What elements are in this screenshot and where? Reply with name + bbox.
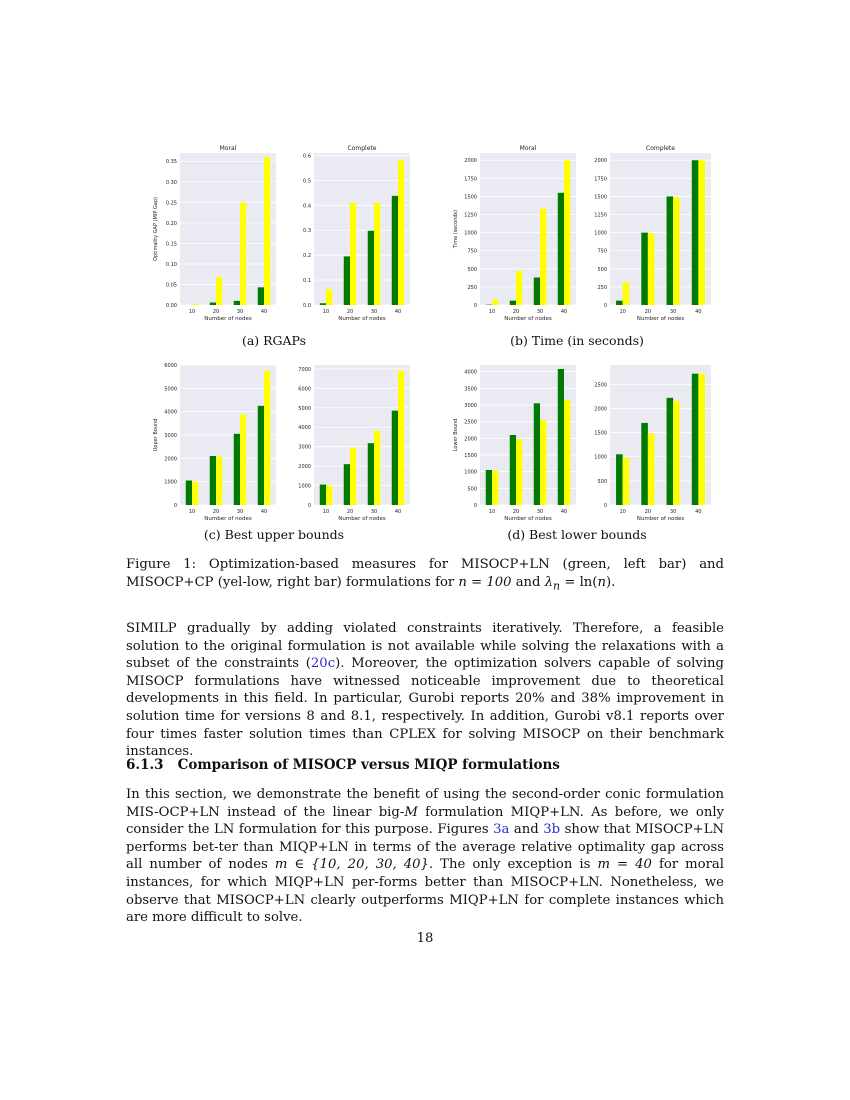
bar-misocp-cp: [264, 157, 270, 305]
y-tick-label: 0.3: [303, 228, 311, 235]
bar-misocp-cp: [350, 448, 356, 505]
y-tick-label: 0.1: [303, 278, 311, 285]
para2-text-5: . The only exception is: [428, 857, 598, 873]
bar-misocp-cp: [698, 160, 705, 305]
y-tick-label: 7000: [298, 366, 311, 373]
y-tick-label: 0: [603, 303, 607, 309]
subcaption-a: (a) RGAPs: [241, 333, 307, 348]
y-tick-label: 4000: [164, 409, 177, 416]
x-tick-label: 20: [644, 309, 652, 315]
bar-misocp-ln: [392, 196, 398, 305]
y-tick-label: 0: [473, 503, 477, 509]
plot-area: [180, 153, 276, 305]
bar-misocp-cp: [564, 160, 570, 305]
x-axis-label: Number of nodes: [204, 516, 252, 522]
x-tick-label: 20: [512, 509, 520, 515]
bar-misocp-cp: [240, 202, 246, 305]
bar-misocp-cp: [564, 400, 570, 505]
y-tick-label: 750: [597, 248, 607, 255]
x-axis-label: Number of nodes: [504, 316, 552, 322]
y-axis-label: Upper Bound: [153, 418, 159, 452]
bar-misocp-cp: [698, 374, 705, 505]
x-tick-label: 30: [669, 509, 677, 515]
x-tick-label: 10: [188, 309, 196, 315]
para2-math-set: m ∈ {10, 20, 30, 40}: [274, 857, 429, 873]
y-tick-label: 0.2: [303, 253, 311, 260]
x-tick-label: 30: [669, 309, 677, 315]
y-tick-label: 0.4: [303, 203, 311, 210]
caption-text: Optimization-based measures for MISOCP+LN (green, left bar) and MISOCP+CP (yel-low, right bar) formulations for: [126, 557, 724, 590]
bar-misocp-ln: [534, 277, 540, 305]
x-tick-label: 30: [536, 309, 544, 315]
x-tick-label: 10: [488, 509, 496, 515]
para2-math-m40: m = 40: [597, 857, 652, 873]
bar-misocp-cp: [516, 439, 522, 505]
bar-misocp-ln: [641, 233, 648, 305]
x-tick-label: 10: [488, 309, 496, 315]
y-axis-label: Optimality GAP (MIP Gap): [153, 197, 159, 261]
chart-lower-complete: [580, 362, 715, 527]
y-tick-label: 2500: [594, 382, 607, 389]
bar-misocp-ln: [667, 196, 674, 305]
bar-misocp-ln: [692, 374, 699, 505]
y-tick-label: 6000: [164, 363, 177, 369]
x-tick-label: 20: [212, 509, 220, 515]
bar-misocp-cp: [673, 197, 680, 305]
para2-text-1: In this section, we demonstrate the benefit of using the second-order conic formulation MIS-OCP+LN instead of the linear big-: [126, 787, 724, 820]
y-tick-label: 1000: [594, 230, 607, 237]
y-tick-label: 2000: [594, 158, 607, 165]
y-tick-label: 0.05: [165, 282, 177, 289]
y-axis-label: Lower Bound: [453, 418, 459, 452]
y-tick-label: 0: [473, 303, 477, 309]
figure-link-3a[interactable]: 3a: [493, 822, 510, 838]
bar-misocp-ln: [558, 369, 564, 505]
chart-rgap-complete: [284, 142, 414, 327]
bar-misocp-ln: [344, 256, 350, 305]
caption-math-rhs-n: n: [597, 575, 606, 590]
bar-misocp-ln: [368, 231, 374, 305]
chart-upper-complete: [284, 362, 414, 527]
caption-math-lambda-sub: n: [553, 579, 561, 593]
bar-misocp-ln: [234, 434, 240, 505]
bar-misocp-cp: [492, 300, 498, 305]
y-tick-label: 250: [597, 284, 607, 291]
x-tick-label: 10: [322, 509, 330, 515]
bar-misocp-ln: [320, 303, 326, 305]
y-tick-label: 3000: [464, 403, 477, 409]
figure-label: Figure 1:: [126, 557, 197, 572]
subcaption-c: (c) Best upper bounds: [203, 527, 345, 542]
x-axis-label: Number of nodes: [636, 316, 685, 322]
bar-misocp-cp: [623, 458, 630, 505]
y-tick-label: 0.15: [165, 241, 177, 248]
figure-link-3b[interactable]: 3b: [543, 822, 561, 838]
bar-misocp-cp: [398, 371, 404, 505]
section-title: Comparison of MISOCP versus MIQP formulations: [177, 757, 560, 773]
figure-caption: [126, 556, 724, 596]
y-tick-label: 0.5: [303, 178, 311, 185]
bar-misocp-ln: [534, 403, 540, 505]
bar-misocp-ln: [510, 301, 516, 305]
x-axis-label: Number of nodes: [338, 516, 386, 522]
y-tick-label: 0.00: [165, 303, 177, 309]
citation-link-20c[interactable]: 20c: [310, 656, 336, 672]
y-tick-label: 4000: [298, 425, 311, 432]
subcaption-b: (b) Time (in seconds): [510, 333, 644, 348]
subcaption-d: (d) Best lower bounds: [507, 527, 647, 542]
bar-misocp-ln: [186, 481, 192, 506]
bar-misocp-cp: [492, 471, 498, 505]
y-tick-label: 2500: [464, 419, 477, 426]
y-tick-label: 2000: [464, 158, 477, 165]
x-tick-label: 40: [260, 309, 268, 315]
y-tick-label: 4000: [464, 369, 477, 376]
x-tick-label: 30: [536, 509, 544, 515]
body-paragraph-2: [126, 786, 724, 927]
section-number: 6.1.3: [126, 757, 164, 773]
y-tick-label: 1500: [464, 194, 477, 201]
x-tick-label: 30: [236, 309, 244, 315]
body-paragraph-1: [126, 620, 724, 761]
section-heading: [126, 757, 560, 773]
bar-misocp-cp: [350, 203, 356, 305]
x-tick-label: 40: [695, 309, 702, 315]
chart-title: Complete: [646, 145, 675, 152]
bar-misocp-cp: [374, 431, 380, 505]
bar-misocp-ln: [210, 456, 216, 505]
y-tick-label: 750: [467, 248, 477, 255]
x-tick-label: 30: [236, 509, 244, 515]
y-tick-label: 500: [467, 266, 477, 273]
y-tick-label: 2000: [298, 464, 311, 471]
caption-and: and: [511, 575, 545, 590]
y-tick-label: 0.25: [165, 200, 177, 207]
bar-misocp-ln: [486, 470, 492, 505]
bar-misocp-cp: [540, 209, 546, 305]
page-number: 18: [416, 931, 434, 946]
y-tick-label: 0.30: [165, 179, 177, 186]
y-tick-label: 6000: [298, 386, 311, 393]
x-tick-label: 10: [619, 309, 626, 315]
bar-misocp-ln: [368, 443, 374, 505]
bar-misocp-cp: [648, 233, 655, 305]
para2-math-M: M: [404, 804, 418, 820]
bar-misocp-cp: [398, 160, 404, 305]
chart-rgap-moral: [150, 142, 280, 327]
bar-misocp-ln: [234, 301, 240, 305]
y-tick-label: 0: [603, 503, 607, 509]
y-tick-label: 3500: [464, 386, 477, 393]
x-tick-label: 30: [370, 309, 378, 315]
bar-misocp-cp: [326, 289, 332, 305]
chart-time-moral: [450, 142, 580, 327]
y-tick-label: 1000: [164, 479, 177, 486]
x-tick-label: 10: [322, 309, 330, 315]
bar-misocp-cp: [240, 414, 246, 505]
x-axis-label: Number of nodes: [504, 516, 552, 522]
chart-upper-moral: [150, 362, 280, 527]
x-tick-label: 40: [394, 509, 402, 515]
bar-misocp-cp: [216, 277, 222, 305]
y-tick-label: 0.20: [165, 220, 177, 227]
y-tick-label: 1000: [298, 483, 311, 490]
para2-text-2: formulation MIQP+LN. As before, we only consider the LN formulation for this purpose. Figures: [126, 804, 725, 838]
x-axis-label: Number of nodes: [204, 316, 252, 322]
y-tick-label: 3000: [298, 444, 311, 451]
chart-title: Moral: [219, 145, 237, 152]
bar-misocp-cp: [192, 304, 198, 305]
x-tick-label: 20: [212, 309, 220, 315]
x-tick-label: 40: [695, 509, 702, 515]
para2-text-4: show that MISOCP+LN performs bet-ter than MIQP+LN in terms of the average relative optimality gap across all number of nodes: [126, 822, 724, 873]
bar-misocp-ln: [392, 411, 398, 505]
bar-misocp-ln: [344, 464, 350, 505]
bar-misocp-cp: [264, 371, 270, 505]
y-tick-label: 1250: [464, 212, 477, 219]
x-axis-label: Number of nodes: [338, 316, 386, 322]
para1-text-b: ). Moreover, the optimization solvers capable of solving MISOCP formulations have witnessed noticeable improvement due to theoretical developments in this field. In particular, Gurobi reports 20% and 38% improvement in solution time for versions 8 and 8.1, respectively. In addition, Gurobi v8.1 reports over four times faster solution times than CPLEX for solving MISOCP on their benchmark instances.: [126, 656, 724, 760]
y-tick-label: 500: [597, 266, 607, 273]
y-tick-label: 2000: [594, 406, 607, 413]
chart-lower-moral: [450, 362, 580, 527]
bar-misocp-ln: [692, 160, 699, 305]
y-tick-label: 0: [173, 503, 177, 509]
x-tick-label: 40: [260, 509, 268, 515]
bar-misocp-ln: [558, 193, 564, 305]
y-tick-label: 0: [307, 503, 311, 509]
x-axis-label: Number of nodes: [636, 516, 685, 522]
bar-misocp-cp: [648, 434, 655, 505]
y-tick-label: 1000: [464, 469, 477, 476]
x-tick-label: 40: [560, 509, 568, 515]
x-tick-label: 10: [619, 509, 626, 515]
y-tick-label: 0.0: [303, 303, 311, 309]
x-tick-label: 40: [394, 309, 402, 315]
y-tick-label: 1750: [594, 176, 607, 183]
x-tick-label: 40: [560, 309, 568, 315]
y-tick-label: 1500: [594, 194, 607, 201]
bar-misocp-cp: [216, 456, 222, 505]
x-tick-label: 20: [644, 509, 652, 515]
bar-misocp-cp: [192, 482, 198, 505]
bar-misocp-ln: [258, 287, 264, 305]
y-tick-label: 5000: [298, 405, 311, 412]
bar-misocp-cp: [374, 203, 380, 305]
bar-misocp-ln: [320, 485, 326, 505]
bar-misocp-cp: [623, 283, 630, 305]
bar-misocp-ln: [616, 454, 623, 505]
y-tick-label: 2000: [164, 456, 177, 463]
y-tick-label: 5000: [164, 386, 177, 393]
y-tick-label: 500: [597, 478, 607, 485]
bar-misocp-ln: [510, 435, 516, 505]
bar-misocp-cp: [516, 271, 522, 305]
para2-text-6: for moral instances, for which MIQP+LN per-forms better than MISOCP+LN. Nonetheless, we observe that MISOCP+LN clearly outperforms MIQP+LN for complete instances which are more difficult to solve.: [126, 857, 724, 926]
bar-misocp-cp: [326, 486, 332, 505]
y-axis-label: Time (seconds): [453, 209, 459, 249]
caption-end: ).: [605, 575, 616, 590]
bar-misocp-ln: [616, 301, 623, 305]
chart-title: Complete: [347, 145, 377, 152]
chart-title: Moral: [519, 145, 537, 152]
y-tick-label: 2000: [464, 436, 477, 443]
y-tick-label: 1250: [594, 212, 607, 219]
y-tick-label: 0.10: [165, 261, 177, 268]
para1-text-a: SIMILP gradually by adding violated constraints iteratively. Therefore, a feasible solution to the original formulation is not available while solving the relaxations with a subset of the constraints (: [126, 621, 724, 672]
caption-math-rhs: = ln(: [560, 575, 598, 590]
x-tick-label: 20: [346, 309, 354, 315]
x-tick-label: 30: [370, 509, 378, 515]
y-tick-label: 1750: [464, 176, 477, 183]
bar-misocp-ln: [258, 406, 264, 505]
y-tick-label: 1500: [464, 453, 477, 459]
bar-misocp-ln: [641, 423, 648, 505]
y-tick-label: 500: [467, 486, 477, 493]
y-tick-label: 0.6: [303, 153, 311, 160]
bar-misocp-ln: [210, 303, 216, 305]
y-tick-label: 1000: [464, 230, 477, 237]
chart-time-complete: [580, 142, 715, 327]
y-tick-label: 1000: [594, 454, 607, 461]
caption-math-n: n = 100: [458, 575, 512, 590]
x-tick-label: 20: [512, 309, 520, 315]
y-tick-label: 1500: [594, 430, 607, 437]
x-tick-label: 10: [188, 509, 196, 515]
bar-misocp-cp: [673, 401, 680, 505]
para2-text-3: and: [509, 822, 544, 838]
caption-math-lambda: λ: [544, 575, 554, 590]
y-tick-label: 250: [467, 284, 477, 291]
bar-misocp-ln: [667, 398, 674, 505]
bar-misocp-cp: [540, 420, 546, 505]
y-tick-label: 3000: [164, 433, 177, 439]
y-tick-label: 0.35: [165, 159, 177, 166]
x-tick-label: 20: [346, 509, 354, 515]
